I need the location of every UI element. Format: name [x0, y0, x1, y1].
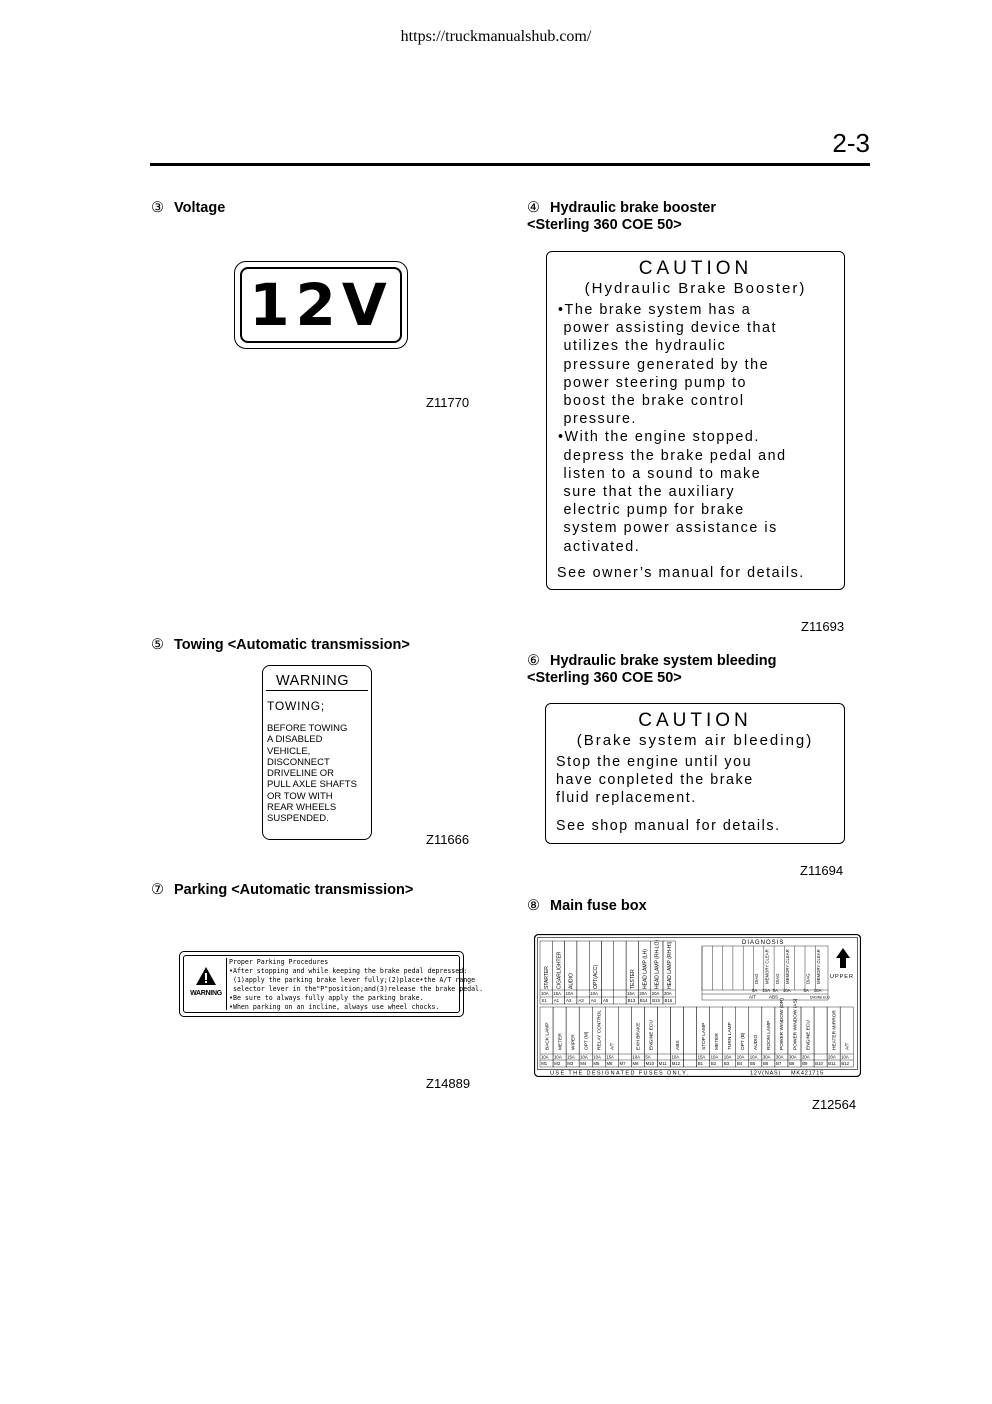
- label-line: PULL AXLE SHAFTS: [267, 779, 357, 791]
- source-url: https://truckmanualshub.com/: [400, 28, 592, 45]
- figure-code: Z11694: [800, 863, 844, 878]
- caution-title: CAUTION: [638, 258, 753, 279]
- fuse-amp: 5A: [645, 1054, 651, 1060]
- section-towing-heading: [151, 637, 410, 654]
- diag-fuse-name: DIAG: [754, 973, 760, 984]
- caution-subtitle: (Hydraulic Brake Booster): [584, 280, 807, 297]
- section-brake-bleeding-heading: [527, 653, 776, 687]
- fuse-amp: 30A: [775, 1054, 784, 1060]
- caution-subtitle: (Brake system air bleeding): [576, 732, 814, 749]
- label-line: •When parking on an incline, always use wheel chocks.: [229, 1002, 440, 1011]
- fuse-amp: 15A: [627, 991, 635, 996]
- figure-code: Z14889: [426, 1076, 471, 1091]
- fuse-id: B6: [763, 1061, 769, 1066]
- fuse-slot: [814, 1007, 827, 1067]
- fuse-name: WIPER: [571, 1034, 577, 1050]
- fuse-footer: 12V(NAS): [750, 1070, 782, 1077]
- fuse-id: M12: [671, 1061, 681, 1066]
- fuse-id: B5: [750, 1061, 756, 1066]
- label-line: DRIVELINE OR: [267, 768, 335, 780]
- fuse-footer: MK421715: [791, 1070, 825, 1077]
- fuse-name: AUDIO: [568, 973, 575, 989]
- warning-triangle-icon: [195, 966, 217, 986]
- diag-group: ABS: [769, 994, 779, 1000]
- fuse-id: B2: [710, 1061, 717, 1066]
- fuse-id: M11: [658, 1061, 667, 1066]
- label-line: electric pump for brake: [558, 502, 745, 519]
- fuse-id: B12: [841, 1061, 850, 1066]
- fuse-id: A5: [603, 998, 609, 1003]
- fuse-name: CIGARLIGHTER: [556, 951, 563, 989]
- fuse-name: A/T: [610, 1042, 616, 1050]
- fuse-id: M5: [593, 1061, 600, 1066]
- section-number: ⑤: [151, 637, 164, 653]
- page-number: 2-3: [832, 128, 870, 158]
- fuse-name: STOP LAMP: [701, 1022, 707, 1050]
- fuse-name: TURN LAMP: [728, 1022, 734, 1050]
- fuse-name: POWER WINDOW (AS): [793, 998, 799, 1050]
- fuse-amp: 10A: [841, 1054, 849, 1060]
- fuse-name: HEAD LAMP (RH-HI): [666, 941, 673, 989]
- diag-fuse-amp: 10A: [762, 988, 770, 993]
- fuse-id: M6: [606, 1061, 613, 1066]
- fuse-amp: 10A: [710, 1054, 719, 1060]
- fuse-amp: 15A: [553, 991, 561, 996]
- fuse-id: B16: [664, 998, 673, 1003]
- section-parking-heading: [151, 882, 413, 899]
- label-line: •The brake system has a: [558, 302, 752, 318]
- fuse-slot: [602, 941, 614, 1004]
- section-number: ③: [151, 200, 164, 216]
- caution-body: [556, 753, 844, 808]
- fuse-slot: [577, 941, 589, 1004]
- figure-code: Z12564: [812, 1097, 857, 1112]
- section-fuse-box-heading: [527, 898, 647, 915]
- fuse-amp: 20A: [664, 991, 672, 996]
- section-subtitle: <Sterling 360 COE 50>: [527, 670, 682, 686]
- label-line: sure that the auxiliary: [558, 484, 736, 501]
- fuse-name: POWER WINDOW (DR): [780, 998, 786, 1050]
- label-line: (1)apply the parking brake lever fully;(2)place•the A/T range: [229, 975, 476, 984]
- section-subtitle: <Sterling 360 COE 50>: [527, 217, 682, 233]
- fuse-id: B15: [652, 998, 660, 1003]
- diag-fuse-name: MEMORY CLEAR: [785, 949, 791, 984]
- diag-fuse-name: DIAG: [805, 973, 811, 984]
- label-line: boost the brake control: [558, 393, 745, 410]
- label-line: DISCONNECT: [267, 756, 330, 768]
- fuse-slot: [614, 941, 626, 1004]
- warning-label-towing: [262, 665, 372, 840]
- fuse-name: RELAY CONTROL: [597, 1009, 603, 1050]
- fuse-amp: 10A: [632, 1054, 641, 1060]
- fuse-footer: USE THE DESIGNATED FUSES ONLY.: [550, 1070, 690, 1077]
- label-line: •After stopping and while keeping the brake pedal depressed:: [229, 966, 468, 975]
- fuse-amp: 10A: [749, 1054, 758, 1060]
- section-title: Hydraulic brake system bleeding: [550, 653, 777, 669]
- diag-fuse-amp: 10A: [813, 988, 822, 993]
- label-line: power assisting device that: [558, 320, 778, 337]
- fuse-id: B4: [736, 1061, 743, 1066]
- fuse-id: M10: [645, 1061, 654, 1066]
- fuse-amp: 15A: [697, 1054, 706, 1060]
- caution-footer: See shop manual for details.: [556, 817, 781, 834]
- figure-code: Z11693: [801, 619, 845, 634]
- fuse-name: HEAD LAMP (LH): [642, 949, 649, 989]
- parking-label: [179, 951, 484, 1017]
- diag-fuse-name: MEMORY CLEAR: [764, 949, 770, 984]
- fuse-id: M7: [619, 1061, 626, 1066]
- fuse-name: ENGINE ECU: [806, 1020, 812, 1050]
- fuse-amp: 30A: [788, 1054, 797, 1060]
- label-line: system power assistance is: [558, 520, 778, 537]
- section-brake-booster-heading: [527, 200, 716, 234]
- fuse-id: M1: [541, 1061, 548, 1066]
- label-line: selector lever in the"P"position;and(3)release the brake pedal.: [229, 984, 484, 993]
- fuse-box-diagram: [534, 934, 861, 1077]
- fuse-id: M3: [567, 1061, 574, 1066]
- section-title: Parking <Automatic transmission>: [174, 882, 414, 898]
- fuse-name: ABS: [675, 1040, 681, 1050]
- fuse-id: M8: [632, 1061, 639, 1066]
- diag-group: A/T: [749, 994, 757, 1000]
- fuse-id: B3: [723, 1061, 730, 1066]
- label-line: have conpleted the brake: [556, 772, 754, 789]
- fuse-id: A4: [590, 998, 596, 1003]
- label-line: pressure.: [558, 411, 638, 428]
- section-number: ④: [527, 200, 540, 216]
- fuse-id: B13: [627, 998, 636, 1003]
- fuse-id: A3: [578, 998, 584, 1003]
- fuse-name: BACK LAMP: [545, 1022, 551, 1050]
- fuse-id: M4: [580, 1061, 587, 1066]
- voltage-label: [234, 261, 408, 349]
- fuse-amp: 10A: [736, 1054, 745, 1060]
- fuse-name: TESTER: [630, 969, 637, 989]
- label-line: BEFORE TOWING: [267, 723, 348, 734]
- fuse-amp: 20A: [639, 991, 648, 996]
- fuse-id: S1: [541, 998, 547, 1003]
- fuse-amp: 10A: [541, 1054, 549, 1060]
- section-title: Voltage: [174, 200, 226, 216]
- fuse-amp: 10A: [580, 1054, 588, 1060]
- fuse-slot: [684, 1007, 697, 1067]
- fuse-amp: 10A: [541, 991, 549, 996]
- fuse-name: AUDIO: [754, 1034, 760, 1050]
- header-rule: [150, 163, 870, 166]
- fuse-name: METER: [714, 1033, 720, 1050]
- label-line: Stop the engine until you: [556, 754, 753, 770]
- parking-body: [229, 958, 483, 1011]
- section-number: ⑥: [527, 653, 540, 669]
- label-line: activated.: [558, 538, 641, 555]
- towing-heading: TOWING;: [267, 699, 326, 713]
- warning-symbol: [186, 958, 227, 1010]
- fuse-id: B14: [639, 998, 648, 1003]
- fuse-name: EXH BRAKE: [636, 1022, 642, 1050]
- fuse-name: ENGINE ECU: [649, 1020, 655, 1050]
- fuse-name: ROOM LAMP: [767, 1020, 773, 1050]
- diag-fuse-amp: 5A: [803, 988, 809, 993]
- fuse-amp: 20A: [802, 1054, 810, 1060]
- section-number: ⑦: [151, 882, 164, 898]
- upper-arrow-icon: [836, 948, 850, 968]
- fuse-id: B1: [697, 1061, 704, 1066]
- fuse-id: A1: [553, 998, 560, 1003]
- fuse-amp: 20A: [828, 1054, 836, 1060]
- label-line: SUSPENDED.: [267, 813, 329, 825]
- fuse-id: B8: [789, 1061, 795, 1066]
- upper-label: UPPER: [830, 974, 854, 980]
- diag-fuse-amp: 10A: [782, 988, 791, 993]
- diag-fuse-name: MEMORY CLEAR: [815, 949, 821, 984]
- caution-footer: See owner’s manual for details.: [557, 564, 805, 581]
- section-voltage-heading: [151, 200, 225, 217]
- fuse-id: B9: [802, 1061, 808, 1066]
- fuse-name: OPT (B): [741, 1032, 747, 1050]
- warning-body: [267, 723, 371, 825]
- caution-body: [558, 301, 844, 556]
- label-line: power steering pump to: [558, 374, 748, 391]
- fuse-id: B7: [776, 1061, 782, 1066]
- section-number: ⑧: [527, 898, 540, 914]
- section-title: Towing <Automatic transmission>: [174, 637, 410, 653]
- label-line: •Be sure to always fully apply the parking brake.: [229, 993, 424, 1002]
- fuse-name: OPT(ACC): [593, 964, 600, 989]
- figure-code: Z11770: [426, 395, 470, 410]
- diag-fuse-amp: 5A: [752, 988, 758, 993]
- label-line: VEHICLE,: [267, 745, 311, 757]
- label-line: fluid replacement.: [556, 790, 697, 807]
- label-line: •With the engine stopped.: [558, 429, 760, 446]
- fuse-amp: 15A: [567, 1054, 575, 1060]
- fuse-name: STARTER: [543, 966, 550, 989]
- fuse-amp: 30A: [762, 1054, 771, 1060]
- diagnosis-title: DIAGNOSIS: [742, 940, 785, 946]
- fuse-name: HEAD LAMP (RH-LO): [654, 939, 661, 989]
- label-line: pressure generated by the: [558, 356, 770, 373]
- label-line: depress the brake pedal and: [558, 447, 787, 464]
- fuse-amp: 15A: [606, 1054, 614, 1060]
- fuse-id: A2: [566, 998, 572, 1003]
- figure-code: Z11666: [426, 832, 470, 847]
- label-line: listen to a sound to make: [558, 465, 762, 482]
- label-line: A DISABLED: [267, 734, 323, 746]
- label-line: OR TOW WITH: [267, 790, 333, 802]
- fuse-amp: 10A: [554, 1054, 562, 1060]
- label-line: utilizes the hydraulic: [558, 338, 727, 355]
- fuse-id: B10: [815, 1061, 823, 1066]
- voltage-value: 12V: [249, 271, 393, 339]
- fuse-name: A/T: [845, 1042, 851, 1050]
- fuse-name: HEATER MIRROR: [832, 1010, 838, 1050]
- warning-symbol-text: WARNING: [190, 990, 222, 997]
- label-line: REAR WHEELS: [267, 802, 337, 814]
- caution-label-brake-booster: [546, 251, 845, 590]
- fuse-amp: 10A: [593, 1054, 601, 1060]
- fuse-slot: [618, 1007, 631, 1067]
- fuse-amp: 10A: [590, 991, 598, 996]
- label-line: Proper Parking Procedures: [229, 958, 329, 966]
- fuse-slot: [657, 1007, 670, 1067]
- fuse-amp: 10A: [671, 1054, 680, 1060]
- diag-fuse-amp: 5A: [772, 988, 778, 993]
- diag-group: ENGINE ECU: [810, 995, 830, 1000]
- caution-title: CAUTION: [638, 710, 752, 731]
- section-title: Hydraulic brake booster: [550, 200, 716, 216]
- fuse-id: B11: [828, 1061, 836, 1066]
- fuse-id: M2: [554, 1061, 561, 1066]
- diag-fuse-name: DIAG: [774, 973, 780, 984]
- fuse-name: OPT (M): [584, 1031, 590, 1050]
- fuse-amp: 10A: [565, 991, 574, 996]
- fuse-amp: 20A: [651, 991, 660, 996]
- fuse-amp: 10A: [723, 1054, 732, 1060]
- fuse-name: METER: [558, 1033, 564, 1050]
- caution-label-brake-bleeding: [545, 703, 845, 844]
- section-title: Main fuse box: [550, 898, 647, 914]
- warning-title: WARNING: [266, 673, 368, 691]
